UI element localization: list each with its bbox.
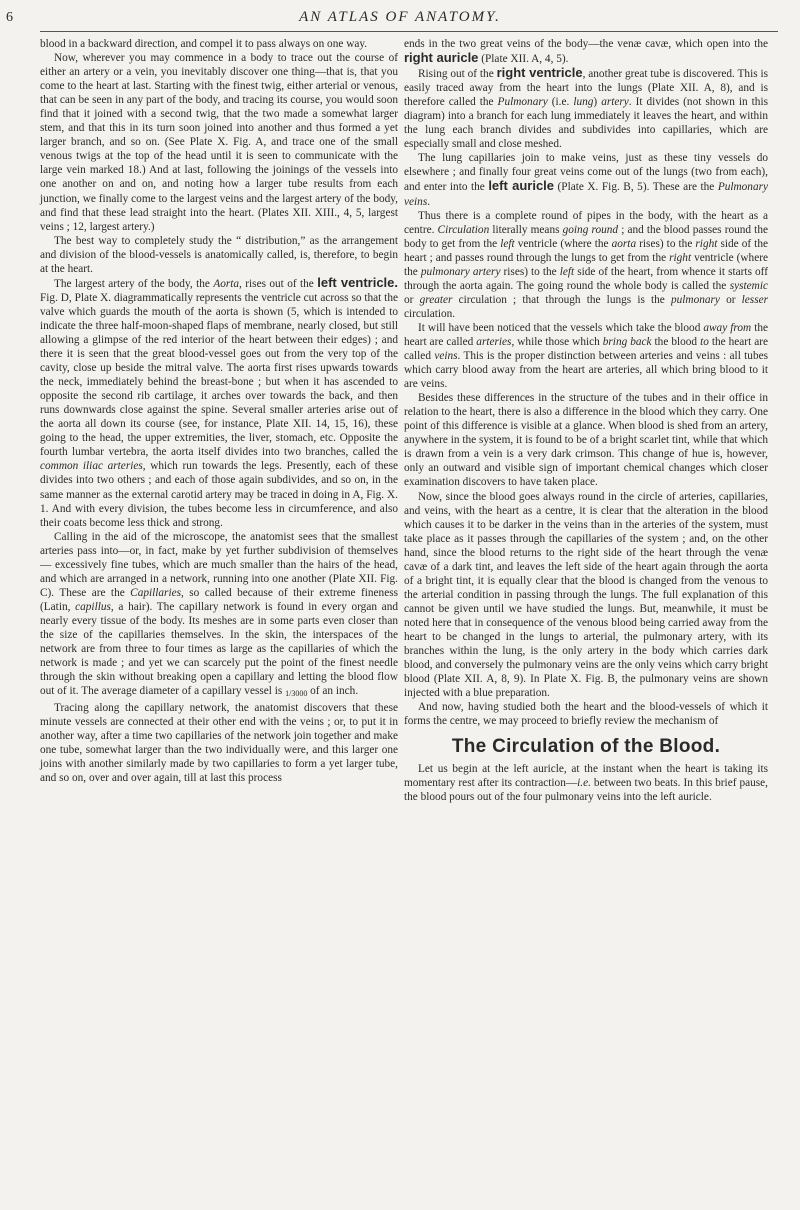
paragraph: Tracing along the capillary network, the anatomist discovers that these minute vessels are connected at their other end with the veins ; or, to put it in another way, after a time two capillaries of the network join together and make one tube, somewhat larger than the two individually were, and this larger one joins with another similarly made by two capillaries to form a yet larger tube, and so on, over and over again, till at last this process — [40, 702, 398, 785]
left-column — [40, 37, 398, 1197]
paragraph: And now, having studied both the heart and the blood-vessels of which it forms the centre, we may proceed to briefly review the mechanism of — [404, 701, 768, 728]
paragraph: Besides these differences in the structure of the tubes and in their office in relation to the heart, there is also a difference in the blood which they carry. One point of this difference is visible at a glance. When blood is shed from an artery, anywhere in the system, it is found to be of a bright scarlet tint, while that which is drawn from a vein is a very dark crimson. This change of hue is, however, only an outward and visible sign of important chemical changes which closer examination discovers to have taken place. — [404, 392, 768, 489]
paragraph: The lung capillaries join to make veins, just as these tiny vessels do elsewhere ; and finally four great veins come out of the lungs (two from each), and enter into the left auricle (Plate X. Fig. B, 5). These are the Pulmonary veins. — [404, 152, 769, 208]
paragraph: Now, since the blood goes always round in the circle of arteries, capillaries, and veins, with the heart as a centre, it is clear that the alteration in the blood which causes it to be darker in the veins than in the arteries of the system, must take place as it passes through the capillaries of the system ; and, on the other hand, since the blood returns to the right side of the heart through the venæ cavæ of a dark tint, and leaves the left side of the heart again through the aorta of a bright tint, it is equally clear that the blood is changed from the venous to the arterial condition in passing through the lungs. The full explanation of this cannot be given until we have studied the lungs. But, meanwhile, it must be noted here that in consequence of the venous blood being carried away from the heart to be changed in the lungs to arterial, the pulmonary artery, with its branches within the lung, is the only artery in the body which carries dark blood, and conversely the pulmonary veins are the only veins which carry bright blood (Plate XII. A, 8, 9). In Plate X. Fig. B, the pulmonary veins are shown injected with a blue preparation. — [404, 490, 768, 700]
page-number: 6 — [6, 10, 13, 25]
right-column — [404, 37, 768, 1197]
section-heading: The Circulation of the Blood. — [451, 736, 721, 758]
paragraph: blood in a backward direction, and compel it to pass always on one way. — [40, 38, 368, 50]
paragraph: Calling in the aid of the microscope, the anatomist sees that the smallest arteries pass into—or, in fact, make by yet further subdivision of themselves — excessively fine tubes, which are much smaller than the hairs of the head, and which are arranged in a network, running into one another (Plate XII. Fig. C). These are the Capillaries, so called because of their extreme fineness (Latin, capillus, a hair). The capillary network is found in every organ and nearly every tissue of the body. Its meshes are in some parts even closer than the size of the capillaries themselves. In the skin, the interspaces of the network are from three to four times as large as the capillaries of which the network is made ; and yet we can scarcely put the point of the finest needle through the skin without breaking open a capillary and letting the blood flow out of it. The average diameter of a capillary vessel is 1/3000 of an inch. — [40, 530, 399, 699]
right-column-continuation — [404, 762, 768, 804]
paragraph: The best way to completely study the “ distribution,” as the arrangement and division of the blood-vessels is anatomically called, is, therefore, to begin at the heart. — [40, 234, 398, 275]
paragraph: Now, wherever you may commence in a body to trace out the course of either an artery or a vein, you inevitably discover one thing—that is, that you come to the heart at last. Starting with the finest twig, either arterial or venous, that can be seen in any part of the body, and tracing its course, you would soon find that it joined with a second twig, that the two made a somewhat larger stem, and that this in its turn soon joined into another and thus formed a yet larger branch, and so on. (See Plate X. Fig. A, and trace one of the small venous twigs at the top of the head until it is seen to communicate with the large vein marked 18.) And at last, following the joinings of the vessels into one another on and on, and noting how a larger tube results from each junction, we finally come to the largest veins and the largest artery of the body, and find that these lead straight into the heart. (Plates XII. XIII., 4, 5, largest veins ; 12, largest artery.) — [40, 52, 398, 233]
paragraph: Let us begin at the left auricle, at the instant when the heart is taking its momentary rest after its contraction—i.e. between two beats. In this brief pause, the blood pours out of the four pulmonary veins into the left auricle. — [404, 763, 768, 804]
running-title: AN ATLAS OF ANATOMY. — [299, 9, 501, 25]
paragraph: Thus there is a complete round of pipes in the body, with the heart as a centre. Circulation literally means going round ; and the blood passes round the body to get from the left ventricle (where the aorta rises) to the right side of the heart ; and passes round through the lungs to get from the right ventricle (where the pulmonary artery rises) to the left side of the heart, from whence it starts off through the aorta again. The going round the whole body is called the systemic or greater circulation ; that through the lungs is the pulmonary or lesser circulation. — [404, 209, 769, 320]
header-rule — [40, 31, 778, 32]
right-column-body — [404, 37, 768, 728]
paragraph: The largest artery of the body, the Aorta, rises out of the left ventricle. Fig. D, Plate X. diagrammatically represents the ventricle cut across so that the valve which guards the mouth of the aorta is shown (5, which is intended to indicate the three half-moon-shaped flaps of membrane, nearly closed, but still allowing a glimpse of the red interior of the heart between their edges) ; and there it is seen that the great blood-vessel goes out from the very top of the cavity, close up beside the mitral valve. The aorta first rises upwards towards the neck, immediately behind the breast-bone ; but when it has ascended to opposite the second rib cartilage, it arches over towards the back, and then runs downwards close against the spine. Several smaller arteries arise out of the aorta all down its course (see, for instance, Plate XII. 14, 15, 16), these going to the head, the upper extremities, the liver, stomach, etc. Opposite the fourth lumbar vertebra, the aorta itself divides into two branches, called the common iliac arteries, which run towards the legs. Presently, each of these divides into two others ; and each of those again subdivides, and so on, in the same manner as the external carotid artery may be traced in doing in A, Fig. X. 1. And with every division, the tubes become less in circumference, and also their coats become less thick and strong. — [40, 274, 399, 529]
paragraph: It will have been noticed that the vessels which take the blood away from the heart are called arteries, while those which bring back the blood to the heart are called veins. This is the proper distinction between arteries and veins : all tubes which carry blood away from the heart are arteries, all which bring blood to it are veins. — [404, 321, 769, 391]
paragraph: ends in the two great veins of the body—the venæ cavæ, which open into the right auricle (Plate XII. A, 4, 5). — [404, 38, 768, 66]
paragraph: Rising out of the right ventricle, another great tube is discovered. This is easily traced away from the heart into the lungs (Plate XII. A, 8), and is therefore called the Pulmonary (i.e. lung) artery. It divides (not shown in this diagram) into a branch for each lung immediately it leaves the heart, and within the lung each branch divides and subdivides into capillaries, which are especially small and close meshed. — [404, 65, 768, 151]
page-header — [0, 4, 800, 36]
